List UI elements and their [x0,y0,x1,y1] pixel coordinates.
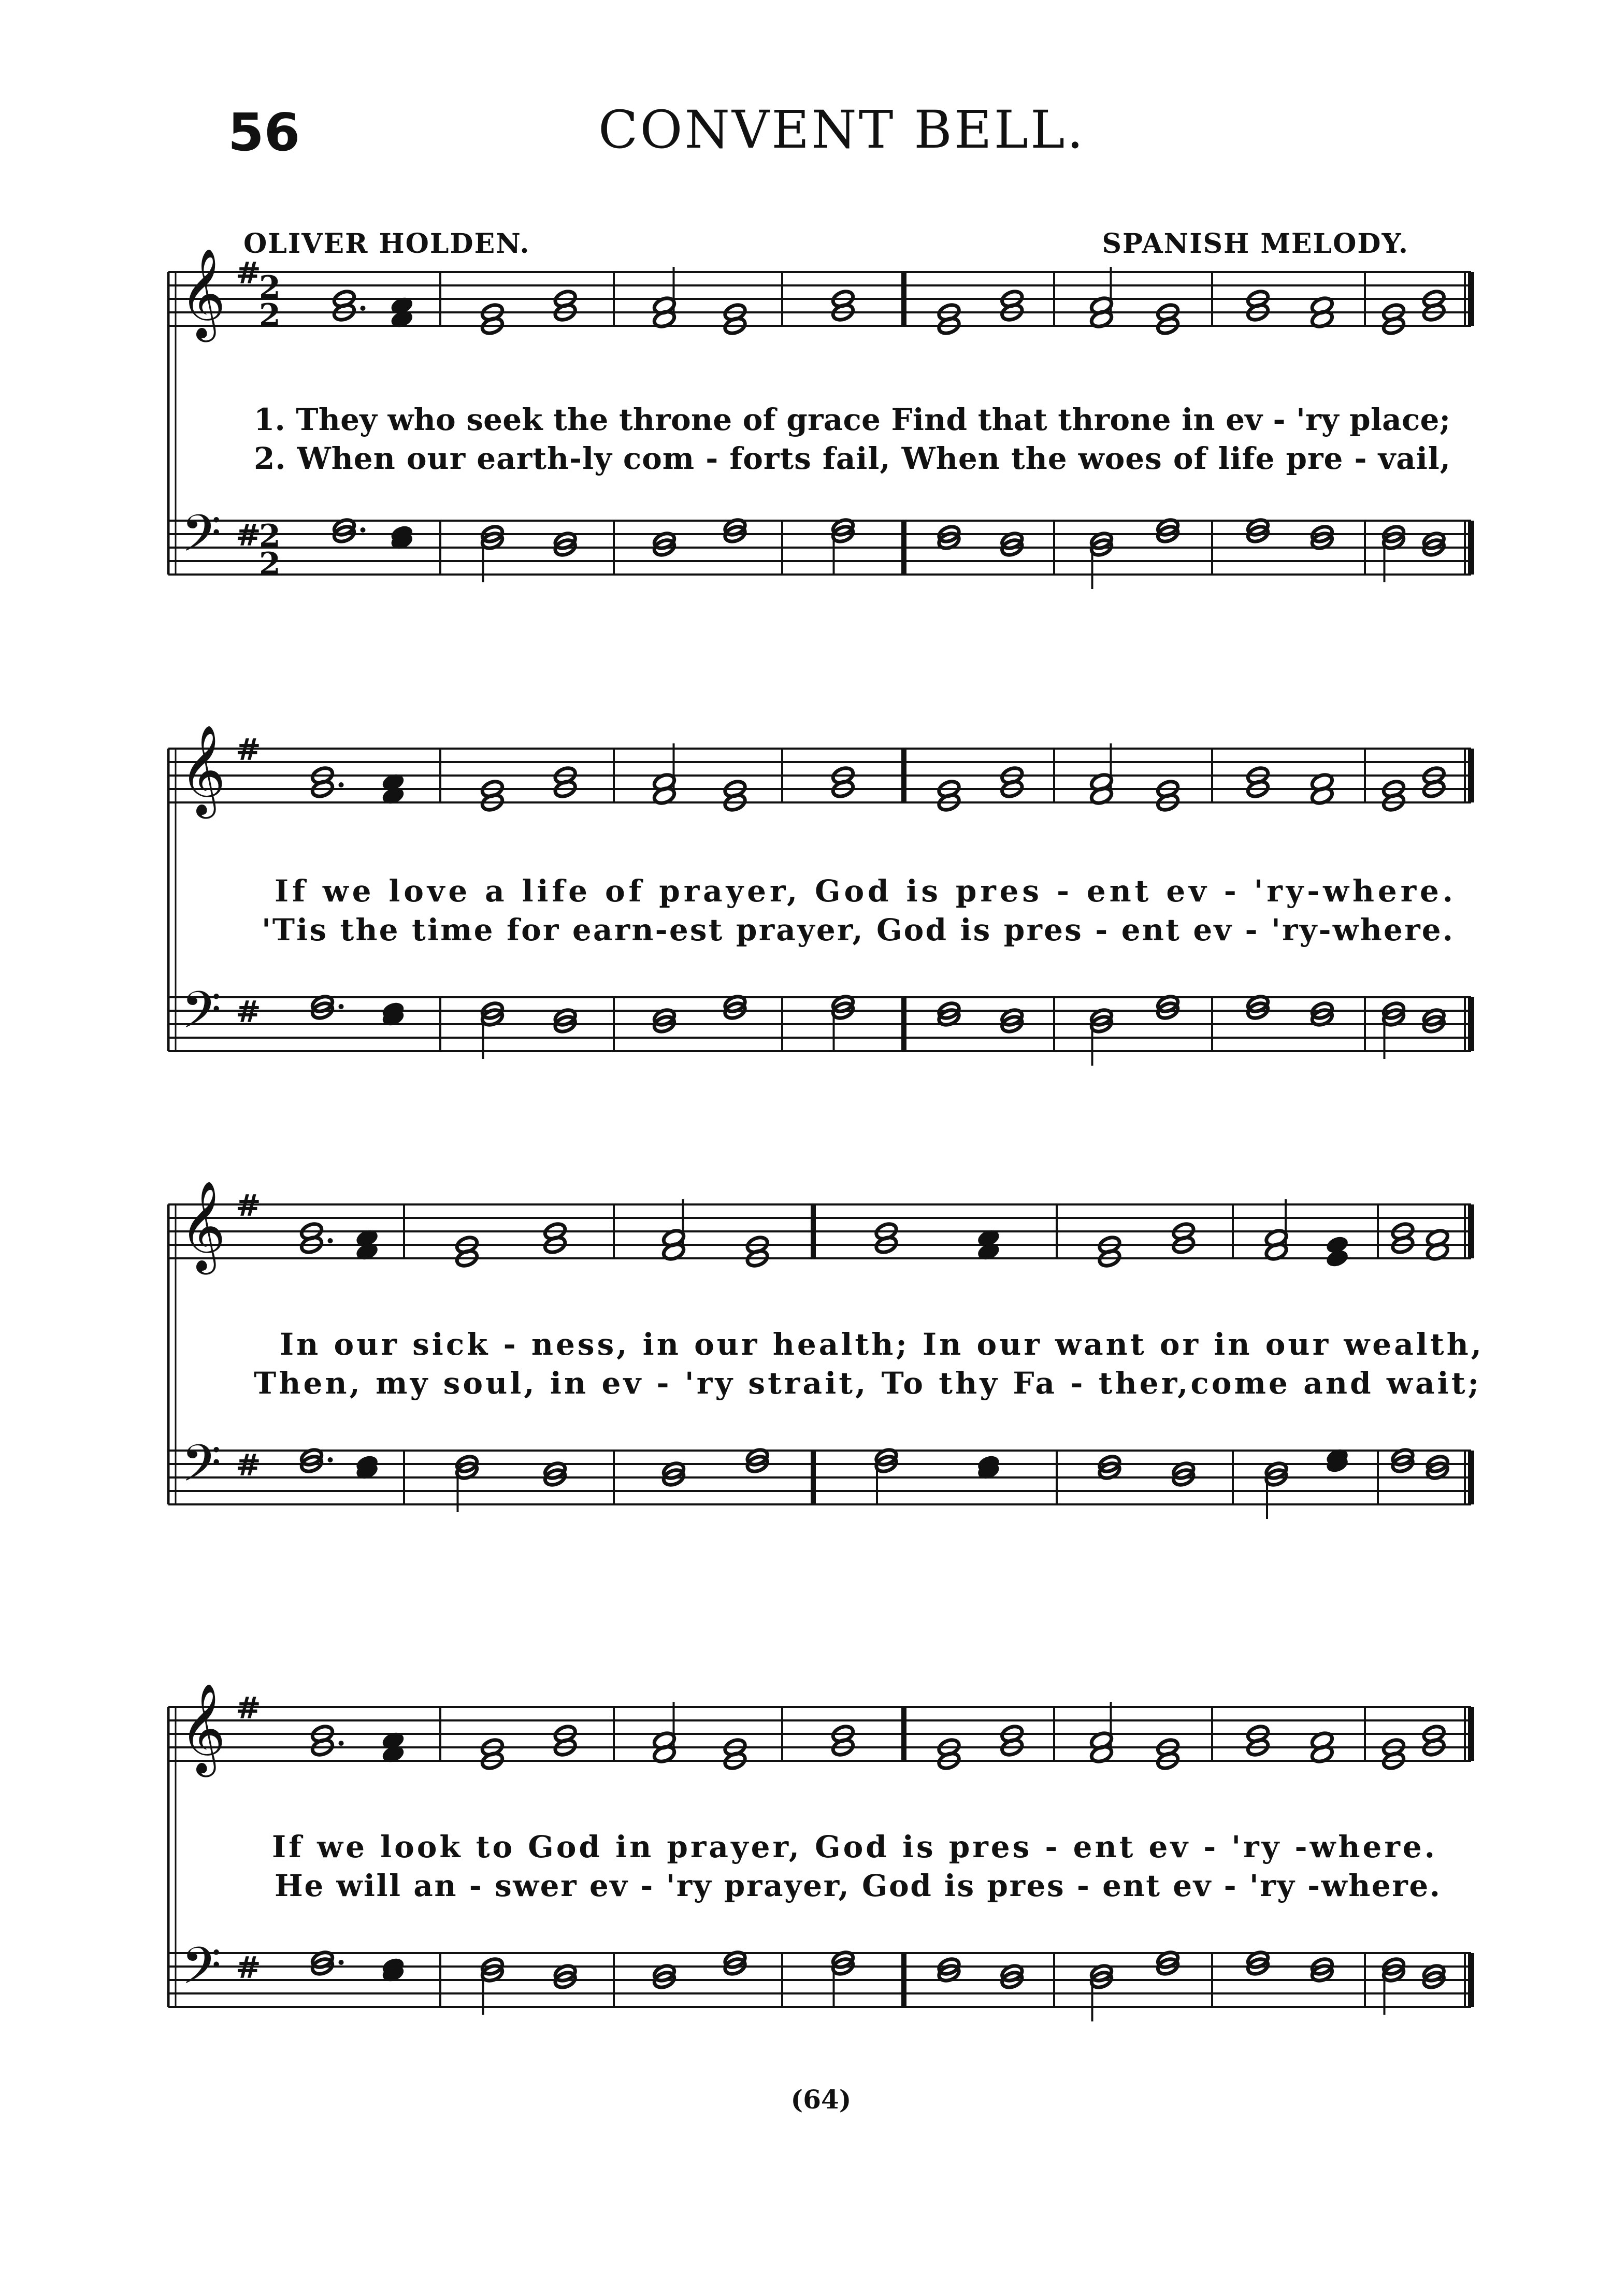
system-4-verse-1: If we look to God in prayer, God is pres - ent ev - 'ry -where. [272,1829,1435,1864]
treble-clef-icon: 𝄞 [180,248,226,338]
hymn-title: CONVENT BELL. [598,99,1086,160]
system-3-verse-2: Then, my soul, in ev - 'ry strait, To thy Fa - ther,come and wait; [254,1366,1479,1401]
key-sharp-icon: # [236,255,261,291]
key-sharp-icon: # [236,1188,261,1223]
treble-clef-icon: 𝄞 [180,1683,226,1773]
music-notation [168,248,1471,2021]
system-1-verse-1: 1. They who seek the throne of grace Find that throne in ev - 'ry place; [254,402,1450,437]
time-signature-bottom: 2 [259,546,281,582]
key-sharp-icon: # [236,994,261,1029]
treble-clef-icon: 𝄞 [180,1181,226,1271]
time-signature-top: 2 [259,269,281,306]
system-3-verse-1: In our sick - ness, in our health; In our want or in our wealth, [280,1327,1481,1362]
key-sharp-icon: # [236,732,261,767]
system-2-verse-2: 'Tis the time for earn-est prayer, God is pres - ent ev - 'ry-where. [262,912,1453,948]
treble-clef-icon: 𝄞 [180,725,226,815]
time-signature-bottom: 2 [259,297,281,334]
composer-credit: OLIVER HOLDEN. [243,228,530,260]
bass-clef-icon: 𝄢 [181,1936,222,2008]
system-2-verse-1: If we love a life of prayer, God is pres - ent ev - 'ry-where. [275,873,1453,909]
tune-source: SPANISH MELODY. [1102,228,1409,260]
key-sharp-icon: # [236,1447,261,1483]
time-signature-top: 2 [259,518,281,554]
page-number: (64) [790,2084,852,2115]
bass-clef-icon: 𝄢 [181,981,222,1053]
key-sharp-icon: # [236,518,261,553]
bass-clef-icon: 𝄢 [181,504,222,576]
hymn-number: 56 [228,102,300,163]
bass-clef-icon: 𝄢 [181,1434,222,1506]
note-head [1325,1248,1349,1268]
system-4-verse-2: He will an - swer ev - 'ry prayer, God is pres - ent ev - 'ry -where. [275,1868,1440,1903]
key-sharp-icon: # [236,1950,261,1985]
system-1-verse-2: 2. When our earth-ly com - forts fail, When the woes of life pre - vail, [254,441,1450,476]
key-sharp-icon: # [236,1690,261,1726]
